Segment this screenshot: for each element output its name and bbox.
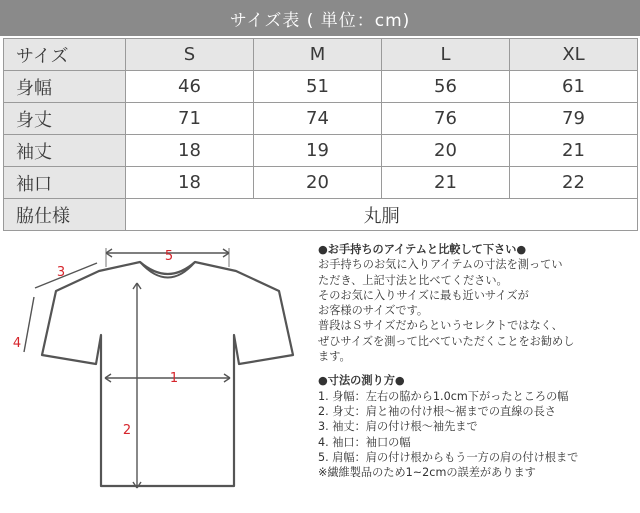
table-row xyxy=(4,199,638,231)
row-label: 袖丈 xyxy=(4,135,126,167)
table-cell: 21 xyxy=(510,135,638,167)
label-body-width: 1 xyxy=(169,371,179,386)
table-cell: 19 xyxy=(254,135,382,167)
measure-line: 4. 袖口：袖口の幅 xyxy=(318,435,411,449)
measure-line: 1. 身幅：左右の脇から1.0cm下がったところの幅 xyxy=(318,389,569,403)
label-body-length: 2 xyxy=(122,423,132,438)
table-cell: 79 xyxy=(510,103,638,135)
table-cell: 21 xyxy=(382,167,510,199)
side-spec-value: 丸胴 xyxy=(126,199,638,231)
table-cell: 74 xyxy=(254,103,382,135)
table-row xyxy=(4,167,638,199)
tshirt-outline-icon xyxy=(42,262,293,486)
row-label: 身幅 xyxy=(4,71,126,103)
table-header-row xyxy=(4,39,638,71)
table-cell: 46 xyxy=(126,71,254,103)
table-cell: 20 xyxy=(382,135,510,167)
label-sleeve-length: 3 xyxy=(56,265,66,280)
note-line: ただき、上記寸法と比べてください。 xyxy=(318,273,508,287)
compare-heading: ●お手持ちのアイテムと比較して下さい● xyxy=(318,243,527,256)
table-cell: 56 xyxy=(382,71,510,103)
note-line: ます。 xyxy=(318,350,351,364)
header-cell-size: サイズ xyxy=(4,39,126,71)
tolerance-note: ※繊維製品のため1~2cmの誤差があります xyxy=(318,466,536,480)
table-cell: 18 xyxy=(126,167,254,199)
note-line: お手持ちのお気に入りアイテムの寸法を測ってい xyxy=(318,258,563,272)
header-cell-s: S xyxy=(126,39,254,71)
table-row xyxy=(4,135,638,167)
table-cell: 76 xyxy=(382,103,510,135)
header-cell-l: L xyxy=(382,39,510,71)
label-cuff: 4 xyxy=(12,336,22,351)
row-label: 袖口 xyxy=(4,167,126,199)
measure-line: 3. 袖丈：肩の付け根～袖先まで xyxy=(318,420,478,434)
row-label-side: 脇仕様 xyxy=(4,199,126,231)
table-row xyxy=(4,71,638,103)
tshirt-diagram xyxy=(0,231,318,513)
note-line: そのお気に入りサイズに最も近いサイズが xyxy=(318,288,529,302)
header-cell-m: M xyxy=(254,39,382,71)
notes-panel xyxy=(318,242,636,480)
measure-line: 2. 身丈：肩と袖の付け根～裾までの直線の長さ xyxy=(318,404,556,418)
measurement-section xyxy=(0,231,640,513)
row-label: 身丈 xyxy=(4,103,126,135)
table-cell: 20 xyxy=(254,167,382,199)
note-line: お客様のサイズです。 xyxy=(318,304,429,318)
label-shoulder: 5 xyxy=(164,249,174,264)
header-cell-xl: XL xyxy=(510,39,638,71)
table-cell: 71 xyxy=(126,103,254,135)
measure-line: 5. 肩幅：肩の付け根からもう一方の肩の付け根まで xyxy=(318,450,579,464)
table-row xyxy=(4,103,638,135)
size-chart-title: サイズ表 ( 単位：cm) xyxy=(0,0,640,36)
table-cell: 22 xyxy=(510,167,638,199)
note-line: 普段はＳサイズだからというセレクトではなく、 xyxy=(318,319,563,333)
note-line: ぜひサイズを測って比べていただくことをお勧めし xyxy=(318,334,575,348)
table-cell: 51 xyxy=(254,71,382,103)
table-cell: 61 xyxy=(510,71,638,103)
table-cell: 18 xyxy=(126,135,254,167)
size-table xyxy=(3,38,638,231)
measure-heading: ●寸法の測り方● xyxy=(318,374,405,388)
